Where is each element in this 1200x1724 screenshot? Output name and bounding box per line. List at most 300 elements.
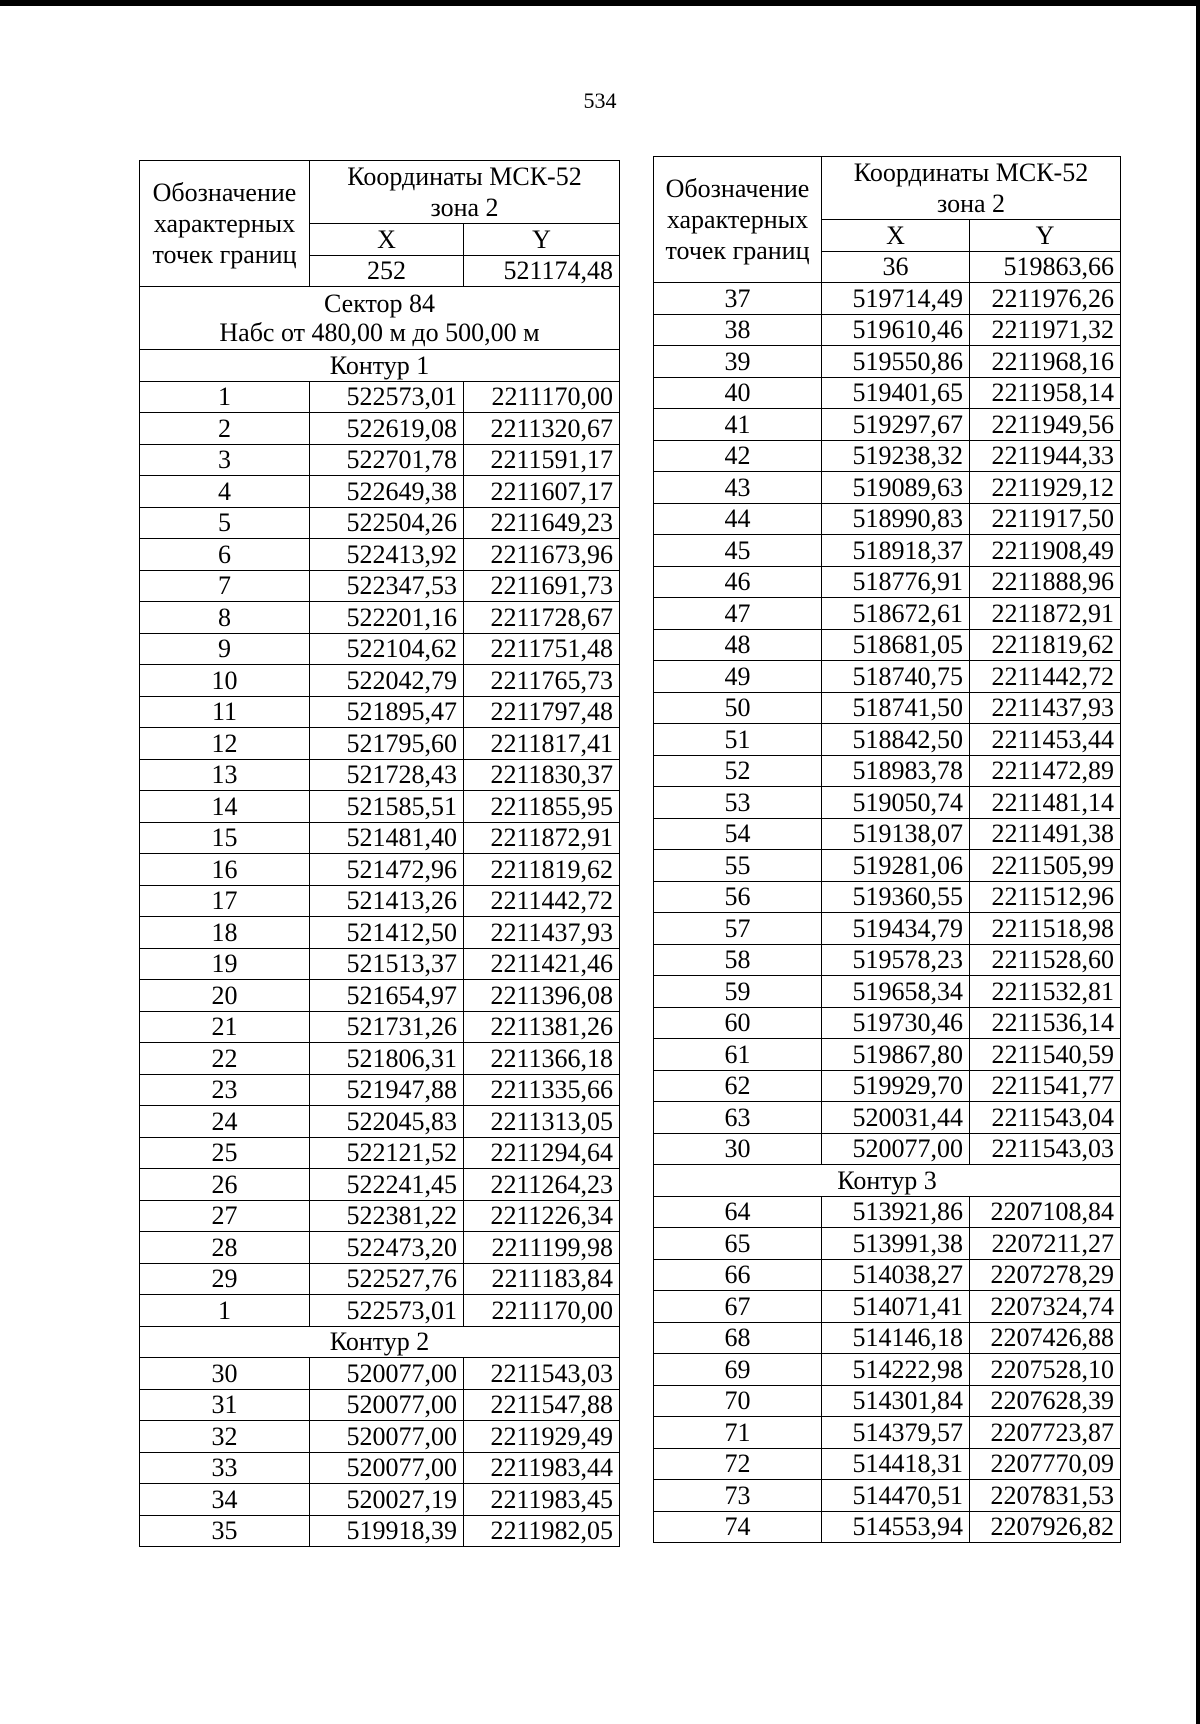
table-row <box>654 787 1121 819</box>
x-coordinate: 521806,31 <box>310 1043 464 1075</box>
table-row <box>654 1291 1121 1323</box>
sector-elevation-range: Набс от 480,00 м до 500,00 м <box>219 318 540 347</box>
table-row <box>654 1228 1121 1260</box>
table-row <box>654 850 1121 882</box>
group-row <box>140 350 620 382</box>
y-coordinate: 2207108,84 <box>970 1196 1121 1228</box>
table-row <box>654 566 1121 598</box>
table-row <box>140 476 620 508</box>
table-row <box>654 1385 1121 1417</box>
x-coordinate: 521654,97 <box>310 980 464 1012</box>
y-coordinate: 2211543,03 <box>970 1133 1121 1165</box>
x-coordinate: 521585,51 <box>310 791 464 823</box>
y-coordinate: 2211442,72 <box>464 885 620 917</box>
x-coordinate: 519730,46 <box>822 1007 970 1039</box>
point-number: 68 <box>654 1322 822 1354</box>
table-row <box>654 1480 1121 1512</box>
point-number: 15 <box>140 822 310 854</box>
x-coordinate: 514301,84 <box>822 1385 970 1417</box>
table-row <box>654 598 1121 630</box>
table-row <box>654 1007 1121 1039</box>
table-row <box>140 854 620 886</box>
designation-header-line: Обозначение <box>665 174 810 203</box>
point-number: 56 <box>654 881 822 913</box>
x-coordinate: 514146,18 <box>822 1322 970 1354</box>
y-coordinate: 2211929,49 <box>464 1421 620 1453</box>
x-coordinate: 519578,23 <box>822 944 970 976</box>
sector-title: Сектор 84 <box>324 289 436 318</box>
table-row <box>140 1074 620 1106</box>
table-body-right <box>654 157 1121 1543</box>
point-number: 8 <box>140 602 310 634</box>
point-number: 11 <box>140 696 310 728</box>
point-number: 29 <box>140 1263 310 1295</box>
table-row <box>654 724 1121 756</box>
x-coordinate: 518740,75 <box>822 661 970 693</box>
x-coordinate: 518741,50 <box>822 692 970 724</box>
point-number: 72 <box>654 1448 822 1480</box>
x-coordinate: 518990,83 <box>822 503 970 535</box>
x-coordinate: 521731,26 <box>310 1011 464 1043</box>
y-coordinate: 2211313,05 <box>464 1106 620 1138</box>
point-number: 73 <box>654 1480 822 1512</box>
x-coordinate: 522527,76 <box>310 1263 464 1295</box>
point-number: 24 <box>140 1106 310 1138</box>
point-number: 63 <box>654 1102 822 1134</box>
point-number: 37 <box>654 283 822 315</box>
y-coordinate: 2211649,23 <box>464 507 620 539</box>
table-row <box>140 444 620 476</box>
point-number: 1 <box>140 1295 310 1327</box>
point-number: 45 <box>654 535 822 567</box>
table-row <box>654 692 1121 724</box>
point-number: 33 <box>140 1452 310 1484</box>
y-coordinate: 2211982,05 <box>464 1515 620 1547</box>
y-coordinate: 2211968,16 <box>970 346 1121 378</box>
x-coordinate: 519138,07 <box>822 818 970 850</box>
y-coordinate: 2211381,26 <box>464 1011 620 1043</box>
point-number: 19 <box>140 948 310 980</box>
y-coordinate: 2211591,17 <box>464 444 620 476</box>
table-row <box>140 665 620 697</box>
y-coordinate: 2211396,08 <box>464 980 620 1012</box>
coordinates-table-right <box>653 156 1121 1543</box>
point-number: 36 <box>822 251 970 283</box>
y-coordinate: 2211872,91 <box>464 822 620 854</box>
x-coordinate: 521513,37 <box>310 948 464 980</box>
table-row <box>654 1322 1121 1354</box>
table-row <box>140 917 620 949</box>
y-coordinate: 2211751,48 <box>464 633 620 665</box>
x-header: X <box>822 220 970 252</box>
y-coordinate: 2207770,09 <box>970 1448 1121 1480</box>
table-row <box>140 980 620 1012</box>
x-coordinate: 520077,00 <box>310 1421 464 1453</box>
x-coordinate: 521795,60 <box>310 728 464 760</box>
point-number: 67 <box>654 1291 822 1323</box>
point-number: 28 <box>140 1232 310 1264</box>
point-number: 38 <box>654 314 822 346</box>
point-number: 14 <box>140 791 310 823</box>
table-row <box>654 1196 1121 1228</box>
coordinates-header-line: Координаты МСК-52 <box>853 158 1089 187</box>
table-row <box>140 602 620 634</box>
point-number: 20 <box>140 980 310 1012</box>
group-row <box>140 1326 620 1358</box>
table-row <box>654 1417 1121 1449</box>
y-coordinate: 2211543,04 <box>970 1102 1121 1134</box>
y-coordinate: 2211976,26 <box>970 283 1121 315</box>
table-row <box>654 755 1121 787</box>
x-coordinate: 520077,00 <box>310 1389 464 1421</box>
y-coordinate: 2207831,53 <box>970 1480 1121 1512</box>
x-coordinate: 520027,19 <box>310 1484 464 1516</box>
table-row <box>654 661 1121 693</box>
table-row <box>140 539 620 571</box>
x-header: X <box>310 224 464 256</box>
y-coordinate: 2211335,66 <box>464 1074 620 1106</box>
point-number: 62 <box>654 1070 822 1102</box>
x-coordinate: 519360,55 <box>822 881 970 913</box>
table-row <box>140 1200 620 1232</box>
y-coordinate: 2211819,62 <box>464 854 620 886</box>
point-number: 59 <box>654 976 822 1008</box>
x-coordinate: 513991,38 <box>822 1228 970 1260</box>
y-coordinate: 2211817,41 <box>464 728 620 760</box>
table-row <box>140 1169 620 1201</box>
y-coordinate: 2211437,93 <box>970 692 1121 724</box>
x-coordinate: 514553,94 <box>822 1511 970 1543</box>
table-row <box>140 1421 620 1453</box>
x-coordinate: 518842,50 <box>822 724 970 756</box>
designation-header <box>654 157 822 283</box>
table-row <box>140 381 620 413</box>
designation-header-line: точек границ <box>665 236 810 265</box>
table-row <box>140 1484 620 1516</box>
designation-header-line: точек границ <box>152 240 297 269</box>
y-coordinate: 2207278,29 <box>970 1259 1121 1291</box>
designation-header <box>140 161 310 287</box>
x-coordinate: 522347,53 <box>310 570 464 602</box>
y-coordinate: 2211819,62 <box>970 629 1121 661</box>
point-number: 74 <box>654 1511 822 1543</box>
x-coordinate: 522121,52 <box>310 1137 464 1169</box>
x-coordinate: 519434,79 <box>822 913 970 945</box>
y-coordinate: 2211528,60 <box>970 944 1121 976</box>
y-coordinate: 2211512,96 <box>970 881 1121 913</box>
point-number: 9 <box>140 633 310 665</box>
point-number: 48 <box>654 629 822 661</box>
table-row <box>654 1511 1121 1543</box>
point-number: 16 <box>140 854 310 886</box>
table-row <box>654 1102 1121 1134</box>
x-coordinate: 518681,05 <box>822 629 970 661</box>
scan-border-top <box>0 0 1200 6</box>
point-number: 64 <box>654 1196 822 1228</box>
x-coordinate: 519401,65 <box>822 377 970 409</box>
table-row <box>654 944 1121 976</box>
x-coordinate: 522573,01 <box>310 1295 464 1327</box>
x-coordinate: 518918,37 <box>822 535 970 567</box>
point-number: 1 <box>140 381 310 413</box>
table-row <box>140 570 620 602</box>
y-coordinate: 2211541,77 <box>970 1070 1121 1102</box>
x-coordinate: 522104,62 <box>310 633 464 665</box>
y-coordinate: 2211183,84 <box>464 1263 620 1295</box>
x-coordinate: 521472,96 <box>310 854 464 886</box>
x-coordinate: 519050,74 <box>822 787 970 819</box>
point-number: 47 <box>654 598 822 630</box>
y-coordinate: 2211421,46 <box>464 948 620 980</box>
coordinates-header <box>822 157 1121 220</box>
point-number: 30 <box>654 1133 822 1165</box>
point-number: 6 <box>140 539 310 571</box>
table-row <box>140 822 620 854</box>
table-row <box>654 818 1121 850</box>
y-coordinate: 2211728,67 <box>464 602 620 634</box>
y-coordinate: 2211294,64 <box>464 1137 620 1169</box>
y-coordinate: 2207324,74 <box>970 1291 1121 1323</box>
table-row <box>140 1389 620 1421</box>
x-coordinate: 519550,86 <box>822 346 970 378</box>
y-coordinate: 2211944,33 <box>970 440 1121 472</box>
point-number: 58 <box>654 944 822 976</box>
x-coordinate: 521174,48 <box>464 255 620 287</box>
point-number: 27 <box>140 1200 310 1232</box>
point-number: 46 <box>654 566 822 598</box>
x-coordinate: 514038,27 <box>822 1259 970 1291</box>
table-row <box>654 1133 1121 1165</box>
point-number: 65 <box>654 1228 822 1260</box>
x-coordinate: 522042,79 <box>310 665 464 697</box>
point-number: 70 <box>654 1385 822 1417</box>
point-number: 25 <box>140 1137 310 1169</box>
x-coordinate: 521947,88 <box>310 1074 464 1106</box>
y-coordinate: 2211437,93 <box>464 917 620 949</box>
y-coordinate: 2211929,12 <box>970 472 1121 504</box>
table-row <box>140 1232 620 1264</box>
y-coordinate: 2211170,00 <box>464 1295 620 1327</box>
y-coordinate: 2207211,27 <box>970 1228 1121 1260</box>
x-coordinate: 521728,43 <box>310 759 464 791</box>
table-body-left <box>140 161 620 1547</box>
x-coordinate: 520077,00 <box>822 1133 970 1165</box>
y-coordinate: 2211442,72 <box>970 661 1121 693</box>
y-coordinate: 2211872,91 <box>970 598 1121 630</box>
table-row <box>140 633 620 665</box>
y-coordinate: 2211170,00 <box>464 381 620 413</box>
table-row <box>140 948 620 980</box>
y-coordinate: 2211453,44 <box>970 724 1121 756</box>
header-row <box>654 157 1121 220</box>
x-coordinate: 513921,86 <box>822 1196 970 1228</box>
point-number: 35 <box>140 1515 310 1547</box>
point-number: 54 <box>654 818 822 850</box>
table-row <box>654 629 1121 661</box>
point-number: 69 <box>654 1354 822 1386</box>
point-number: 49 <box>654 661 822 693</box>
point-number: 50 <box>654 692 822 724</box>
table-row <box>140 1106 620 1138</box>
point-number: 22 <box>140 1043 310 1075</box>
table-row <box>654 1039 1121 1071</box>
point-number: 17 <box>140 885 310 917</box>
table-row <box>140 759 620 791</box>
x-coordinate: 514379,57 <box>822 1417 970 1449</box>
point-number: 55 <box>654 850 822 882</box>
y-coordinate: 2211888,96 <box>970 566 1121 598</box>
table-row <box>654 535 1121 567</box>
y-header: Y <box>464 224 620 256</box>
table-row <box>140 507 620 539</box>
x-coordinate: 522504,26 <box>310 507 464 539</box>
y-coordinate: 2211983,45 <box>464 1484 620 1516</box>
y-coordinate: 2211607,17 <box>464 476 620 508</box>
table-row <box>654 1354 1121 1386</box>
point-number: 26 <box>140 1169 310 1201</box>
x-coordinate: 522045,83 <box>310 1106 464 1138</box>
point-number: 31 <box>140 1389 310 1421</box>
x-coordinate: 520031,44 <box>822 1102 970 1134</box>
table-row <box>140 1515 620 1547</box>
point-number: 42 <box>654 440 822 472</box>
coordinates-header-line: Координаты МСК-52 <box>347 162 582 191</box>
y-coordinate: 2211226,34 <box>464 1200 620 1232</box>
point-number: 32 <box>140 1421 310 1453</box>
point-number: 40 <box>654 377 822 409</box>
x-coordinate: 520077,00 <box>310 1452 464 1484</box>
point-number: 23 <box>140 1074 310 1106</box>
table-row <box>654 314 1121 346</box>
y-coordinate: 2207926,82 <box>970 1511 1121 1543</box>
x-coordinate: 518776,91 <box>822 566 970 598</box>
point-number: 7 <box>140 570 310 602</box>
x-coordinate: 514470,51 <box>822 1480 970 1512</box>
x-coordinate: 514418,31 <box>822 1448 970 1480</box>
point-number: 3 <box>140 444 310 476</box>
x-coordinate: 518983,78 <box>822 755 970 787</box>
y-coordinate: 2211264,23 <box>464 1169 620 1201</box>
point-number: 51 <box>654 724 822 756</box>
x-coordinate: 519929,70 <box>822 1070 970 1102</box>
group-row <box>654 1165 1121 1197</box>
point-number: 2 <box>140 413 310 445</box>
y-coordinate: 2211547,88 <box>464 1389 620 1421</box>
designation-header-line: Обозначение <box>152 178 297 207</box>
point-number: 71 <box>654 1417 822 1449</box>
y-coordinate: 2207528,10 <box>970 1354 1121 1386</box>
table-row <box>654 472 1121 504</box>
x-coordinate: 519867,80 <box>822 1039 970 1071</box>
x-coordinate: 520077,00 <box>310 1358 464 1390</box>
y-coordinate: 2211518,98 <box>970 913 1121 945</box>
point-number: 53 <box>654 787 822 819</box>
y-coordinate: 2211958,14 <box>970 377 1121 409</box>
x-coordinate: 521481,40 <box>310 822 464 854</box>
x-coordinate: 522381,22 <box>310 1200 464 1232</box>
point-number: 43 <box>654 472 822 504</box>
contour-heading: Контур 2 <box>140 1326 620 1358</box>
table-row <box>654 409 1121 441</box>
designation-header-line: характерных <box>153 209 296 238</box>
y-coordinate: 2211532,81 <box>970 976 1121 1008</box>
table-row <box>140 1452 620 1484</box>
y-coordinate: 2211673,96 <box>464 539 620 571</box>
point-number: 60 <box>654 1007 822 1039</box>
contour-heading: Контур 1 <box>140 350 620 382</box>
coordinates-zone-line: зона 2 <box>430 193 499 222</box>
point-number: 252 <box>310 255 464 287</box>
table-row <box>654 503 1121 535</box>
point-number: 5 <box>140 507 310 539</box>
point-number: 61 <box>654 1039 822 1071</box>
x-coordinate: 522241,45 <box>310 1169 464 1201</box>
point-number: 21 <box>140 1011 310 1043</box>
x-coordinate: 518672,61 <box>822 598 970 630</box>
table-row <box>140 1358 620 1390</box>
coordinates-header <box>310 161 620 224</box>
y-coordinate: 2211855,95 <box>464 791 620 823</box>
x-coordinate: 522573,01 <box>310 381 464 413</box>
point-number: 57 <box>654 913 822 945</box>
x-coordinate: 519863,66 <box>970 251 1121 283</box>
x-coordinate: 522201,16 <box>310 602 464 634</box>
contour-heading: Контур 3 <box>654 1165 1121 1197</box>
x-coordinate: 521413,26 <box>310 885 464 917</box>
page-number: 534 <box>583 88 617 113</box>
table-row <box>140 1263 620 1295</box>
table-row <box>654 913 1121 945</box>
x-coordinate: 522619,08 <box>310 413 464 445</box>
x-coordinate: 519281,06 <box>822 850 970 882</box>
x-coordinate: 522649,38 <box>310 476 464 508</box>
y-coordinate: 2207723,87 <box>970 1417 1121 1449</box>
x-coordinate: 522413,92 <box>310 539 464 571</box>
table-row <box>654 440 1121 472</box>
x-coordinate: 521412,50 <box>310 917 464 949</box>
x-coordinate: 522701,78 <box>310 444 464 476</box>
table-row <box>654 346 1121 378</box>
x-coordinate: 519714,49 <box>822 283 970 315</box>
scan-border-right <box>1196 0 1200 1724</box>
y-coordinate: 2211481,14 <box>970 787 1121 819</box>
table-row <box>140 791 620 823</box>
point-number: 13 <box>140 759 310 791</box>
y-coordinate: 2211366,18 <box>464 1043 620 1075</box>
y-coordinate: 2207628,39 <box>970 1385 1121 1417</box>
x-coordinate: 519610,46 <box>822 314 970 346</box>
table-row <box>140 885 620 917</box>
x-coordinate: 519297,67 <box>822 409 970 441</box>
table-row <box>140 728 620 760</box>
table-row <box>140 1295 620 1327</box>
y-coordinate: 2211543,03 <box>464 1358 620 1390</box>
group-row <box>140 287 620 350</box>
x-coordinate: 519918,39 <box>310 1515 464 1547</box>
y-coordinate: 2211983,44 <box>464 1452 620 1484</box>
y-coordinate: 2211797,48 <box>464 696 620 728</box>
y-coordinate: 2211505,99 <box>970 850 1121 882</box>
table-row <box>654 881 1121 913</box>
point-number: 39 <box>654 346 822 378</box>
x-coordinate: 514071,41 <box>822 1291 970 1323</box>
table-row <box>140 1011 620 1043</box>
coordinates-zone-line: зона 2 <box>936 189 1006 218</box>
y-coordinate: 2211691,73 <box>464 570 620 602</box>
point-number: 66 <box>654 1259 822 1291</box>
y-coordinate: 2211971,32 <box>970 314 1121 346</box>
y-coordinate: 2211917,50 <box>970 503 1121 535</box>
